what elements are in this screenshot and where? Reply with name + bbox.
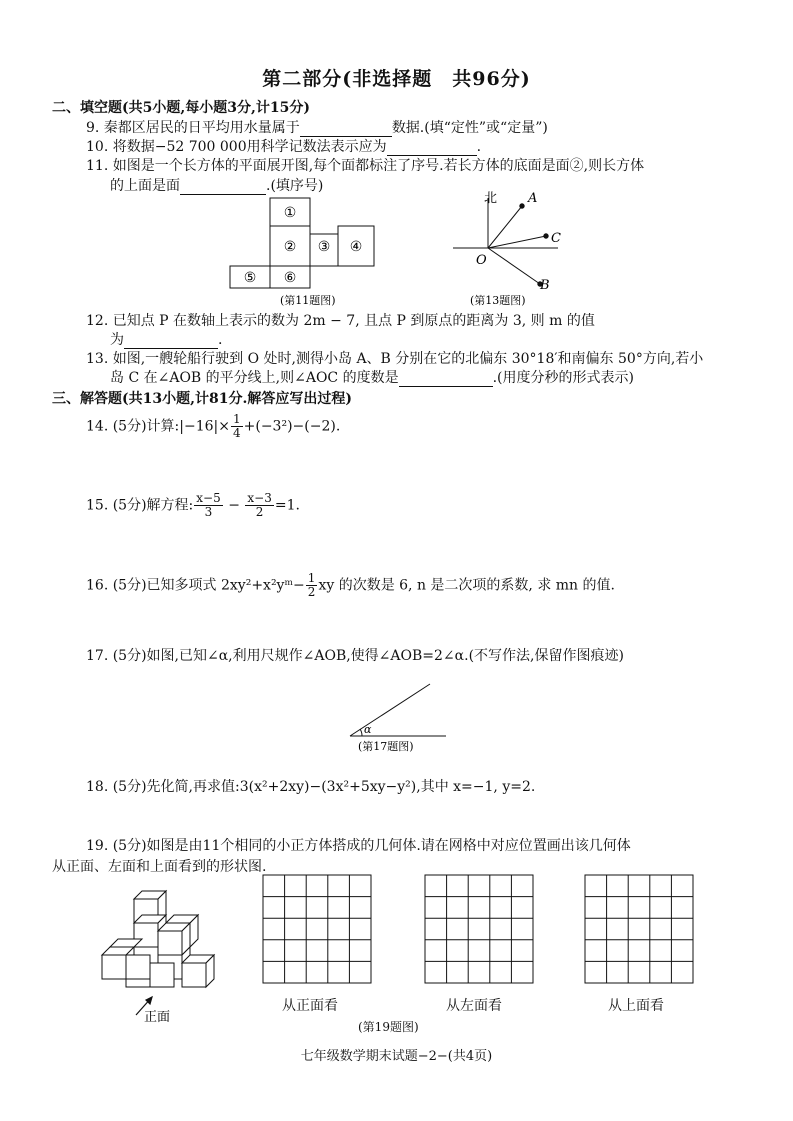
q15-text-post: =1. (274, 497, 300, 514)
q15-f2-den: 2 (255, 505, 264, 519)
q10-text: 10. 将数据−52 700 000用科学记数法表示应为 (86, 139, 387, 155)
q12-text-post: . (218, 332, 223, 348)
q15-f2-num: x−3 (247, 491, 272, 505)
figure-11-net (226, 196, 376, 308)
top-view-grid-label: 从上面看 (608, 998, 664, 1014)
q15-f1-num: x−5 (196, 491, 221, 505)
q16-text-post: xy 的次数是 6, n 是二次项的系数, 求 mn 的值. (318, 577, 615, 594)
q14-fraction (231, 413, 243, 440)
q9-text: 9. 秦都区居民的日平均用水量属于 (86, 120, 300, 136)
question-16 (86, 572, 615, 599)
q14-frac-num: 1 (232, 412, 241, 426)
q16-frac-den: 2 (307, 585, 316, 599)
q13-answer-blank[interactable] (399, 372, 493, 387)
q14-text-post: +(−3²)−(−2). (243, 418, 341, 435)
q10-answer-blank[interactable] (387, 141, 477, 156)
face-5-label: ⑤ (243, 270, 257, 286)
question-13-line2 (110, 367, 634, 387)
point-o-label: O (476, 253, 487, 268)
question-13-line1: 13. 如图,一艘轮船行驶到 O 处时,测得小岛 A、B 分别在它的北偏东 30°18′和南偏东 50°方向,若小 (86, 351, 704, 367)
figure-17-angle (344, 680, 454, 754)
q15-f1-den: 3 (204, 505, 213, 519)
face-6-label: ⑥ (283, 270, 297, 286)
alpha-label: α (364, 723, 372, 736)
figure-13-caption: (第13题图) (470, 294, 526, 307)
front-view-grid-label: 从正面看 (282, 998, 338, 1014)
figure-11-caption: (第11题图) (280, 294, 336, 307)
q11-text: 的上面是面 (110, 178, 180, 194)
face-4-label: ④ (349, 239, 363, 255)
q14-text: 14. (5分)计算:|−16|× (86, 418, 230, 435)
face-3-label: ③ (317, 239, 331, 255)
q9-text-post: 数据.(填“定性”或“定量”) (391, 120, 548, 136)
page-title: 第二部分(非选择题 共96分) (262, 68, 531, 90)
question-11-line1: 11. 如图是一个长方体的平面展开图,每个面都标注了序号.若长方体的底面是面②,则长方体 (86, 158, 645, 174)
q16-fraction (306, 572, 318, 599)
question-9 (86, 117, 548, 137)
q13-text-post: .(用度分秒的形式表示) (492, 370, 634, 386)
q15-text: 15. (5分)解方程: (86, 497, 194, 514)
question-12-line2 (110, 329, 222, 349)
point-c-label: C (551, 231, 561, 246)
question-14 (86, 413, 340, 440)
question-12-line1: 12. 已知点 P 在数轴上表示的数为 2m − 7, 且点 P 到原点的距离为 3, 则 m 的值 (86, 313, 595, 329)
q15-minus: − (228, 497, 240, 514)
q9-answer-blank[interactable] (300, 122, 392, 137)
point-b-label: B (540, 278, 550, 293)
face-2-label: ② (283, 239, 297, 255)
q16-frac-num: 1 (307, 571, 316, 585)
q15-fraction-1 (194, 492, 222, 519)
question-19-line2: 从正面、左面和上面看到的形状图. (52, 859, 267, 875)
page-footer: 七年级数学期末试题−2−(共4页) (300, 1049, 493, 1064)
front-view-label: 正面 (144, 1010, 171, 1025)
question-11-line2 (110, 175, 323, 195)
section3-header: 三、解答题(共13小题,计81分.解答应写出过程) (52, 391, 352, 407)
left-view-grid-label: 从左面看 (446, 998, 502, 1014)
q11-text-post: .(填序号) (266, 178, 324, 194)
question-18: 18. (5分)先化简,再求值:3(x²+2xy)−(3x²+5xy−y²),其中 x=−1, y=2. (86, 779, 536, 795)
question-15 (86, 492, 300, 519)
point-a-label: A (528, 191, 538, 206)
north-label: 北 (484, 191, 498, 206)
question-17: 17. (5分)如图,已知∠α,利用尺规作∠AOB,使得∠AOB=2∠α.(不写作法,保留作图痕迹) (86, 648, 624, 664)
question-19-line1: 19. (5分)如图是由11个相同的小正方体搭成的几何体.请在网格中对应位置画出该几何体 (86, 838, 631, 854)
q11-answer-blank[interactable] (180, 180, 266, 195)
q14-frac-den: 4 (232, 426, 241, 440)
figure-19-cubes (96, 885, 228, 1025)
front-view-grid[interactable] (262, 874, 372, 984)
q10-text-post: . (476, 139, 482, 155)
section2-header: 二、填空题(共5小题,每小题3分,计15分) (52, 100, 310, 116)
q12-text: 为 (110, 332, 124, 348)
q12-answer-blank[interactable] (124, 334, 218, 349)
question-10 (86, 136, 481, 156)
figure-17-caption: (第17题图) (358, 740, 414, 753)
figure-19-caption: (第19题图) (358, 1020, 419, 1034)
left-view-grid[interactable] (424, 874, 534, 984)
face-1-label: ① (283, 205, 297, 221)
q15-fraction-2 (245, 492, 273, 519)
figure-13-bearings (448, 186, 578, 310)
q16-text: 16. (5分)已知多项式 2xy²+x²yᵐ− (86, 577, 305, 594)
q13-text: 岛 C 在∠AOB 的平分线上,则∠AOC 的度数是 (110, 370, 399, 386)
top-view-grid[interactable] (584, 874, 694, 984)
